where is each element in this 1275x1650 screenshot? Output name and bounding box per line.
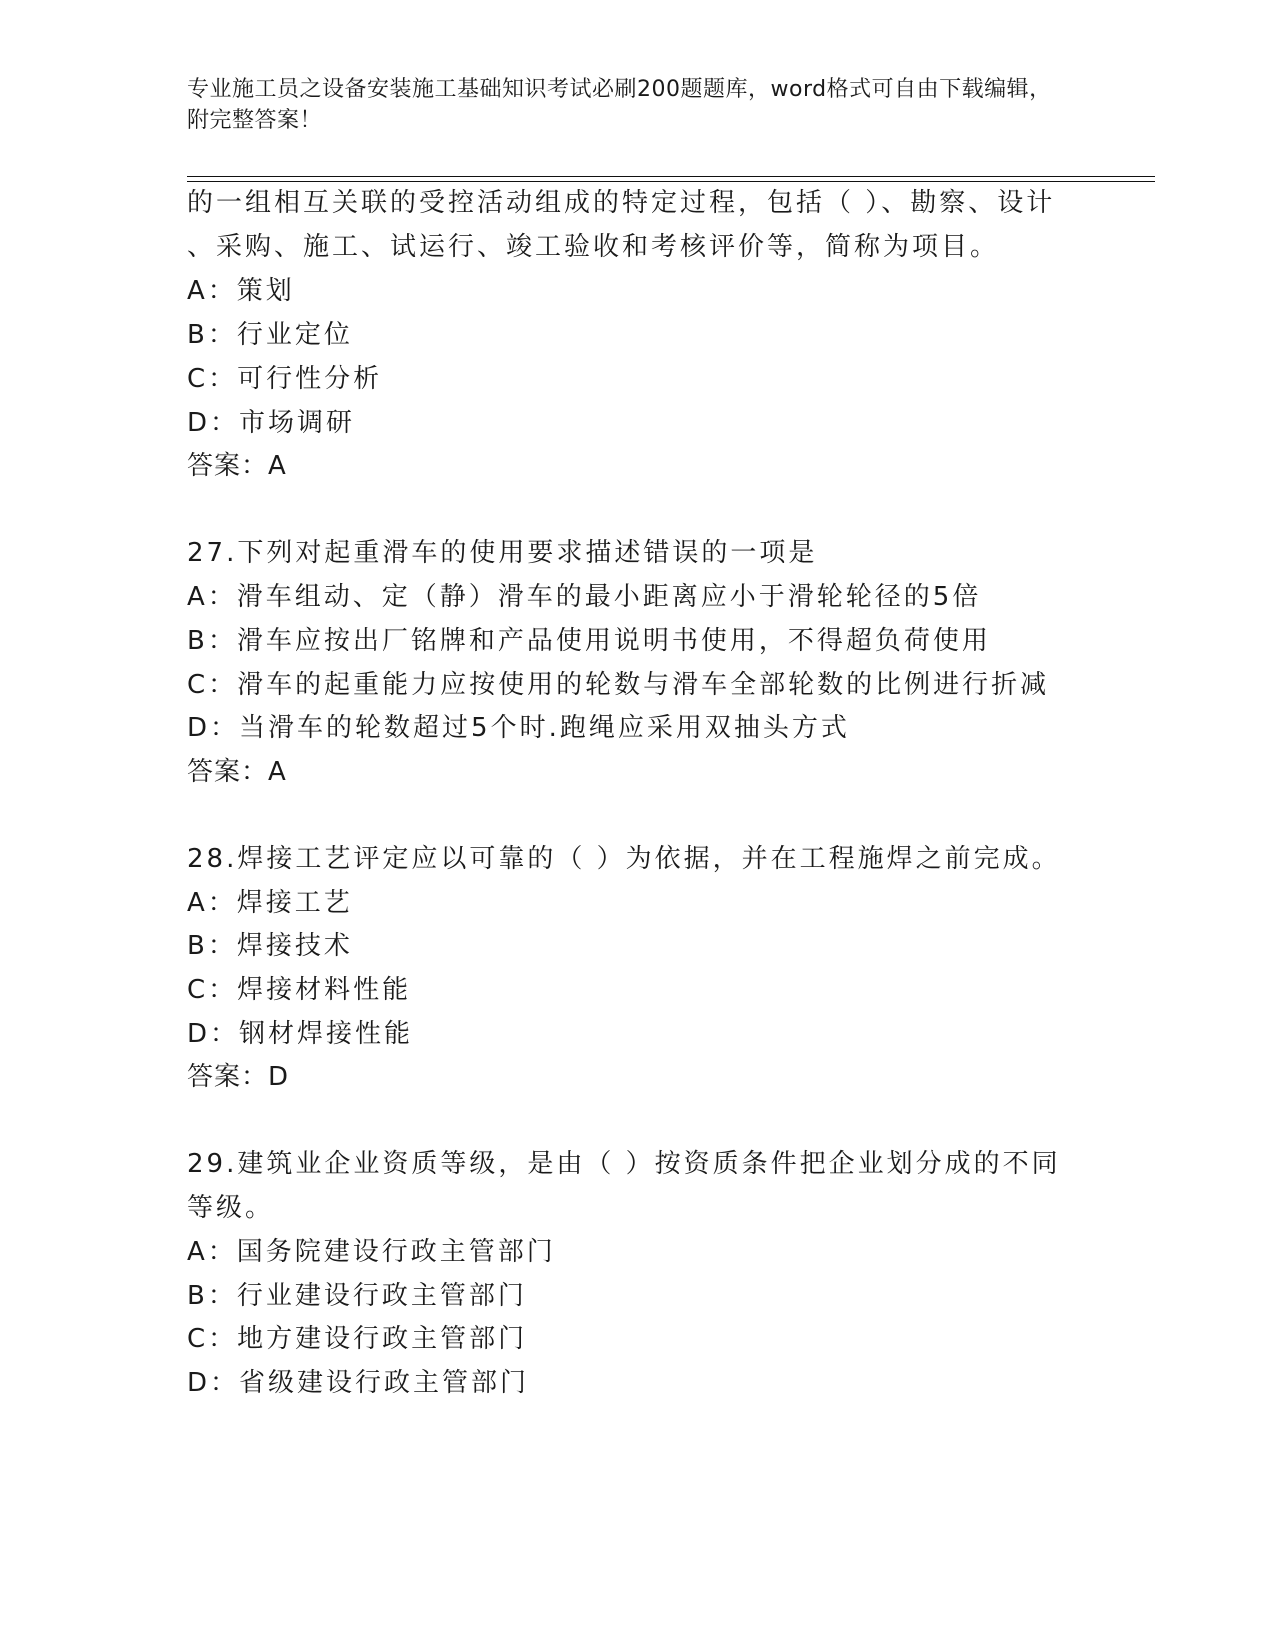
question-26-answer: 答案：A: [187, 451, 287, 481]
question-29-option-d: D：省级建设行政主管部门: [187, 1368, 530, 1398]
question-28-option-c: C：焊接材料性能: [187, 975, 412, 1005]
question-27-option-d: D：当滑车的轮数超过5个时.跑绳应采用双抽头方式: [187, 713, 850, 743]
question-27-option-b: B：滑车应按出厂铭牌和产品使用说明书使用，不得超负荷使用: [187, 626, 991, 656]
question-26-option-c: C：可行性分析: [187, 364, 383, 394]
question-29-option-c: C：地方建设行政主管部门: [187, 1324, 528, 1354]
question-26-stem-line-1: 的一组相互关联的受控活动组成的特定过程，包括（ ）、勘察、设计: [187, 188, 1056, 218]
question-26-option-d: D：市场调研: [187, 408, 356, 438]
question-27-stem: 27.下列对起重滑车的使用要求描述错误的一项是: [187, 538, 818, 568]
question-29-stem-line-2: 等级。: [187, 1193, 275, 1223]
question-28-option-d: D：钢材焊接性能: [187, 1019, 414, 1049]
question-29-stem-line-1: 29.建筑业企业资质等级，是由（ ）按资质条件把企业划分成的不同: [187, 1149, 1061, 1179]
question-28-option-a: A：焊接工艺: [187, 888, 353, 918]
question-26-option-b: B：行业定位: [187, 320, 353, 350]
question-29-option-b: B：行业建设行政主管部门: [187, 1281, 527, 1311]
header-rule-double: [187, 181, 1155, 182]
question-26-stem-line-2: 、采购、施工、试运行、竣工验收和考核评价等，简称为项目。: [187, 232, 1000, 262]
document-header: 专业施工员之设备安装施工基础知识考试必刷200题题库，word格式可自由下载编辑，附完整答案！: [187, 77, 1052, 133]
question-29-option-a: A：国务院建设行政主管部门: [187, 1237, 556, 1267]
question-27-option-a: A：滑车组动、定（静）滑车的最小距离应小于滑轮轮径的5倍: [187, 582, 982, 612]
question-28-answer: 答案：D: [187, 1062, 290, 1092]
question-26-option-a: A：策划: [187, 276, 295, 306]
question-27-option-c: C：滑车的起重能力应按使用的轮数与滑车全部轮数的比例进行折减: [187, 670, 1050, 700]
question-28-option-b: B：焊接技术: [187, 931, 353, 961]
question-27-answer: 答案：A: [187, 757, 287, 787]
header-rule: [187, 176, 1155, 177]
question-28-stem: 28.焊接工艺评定应以可靠的（ ）为依据，并在工程施焊之前完成。: [187, 844, 1061, 874]
